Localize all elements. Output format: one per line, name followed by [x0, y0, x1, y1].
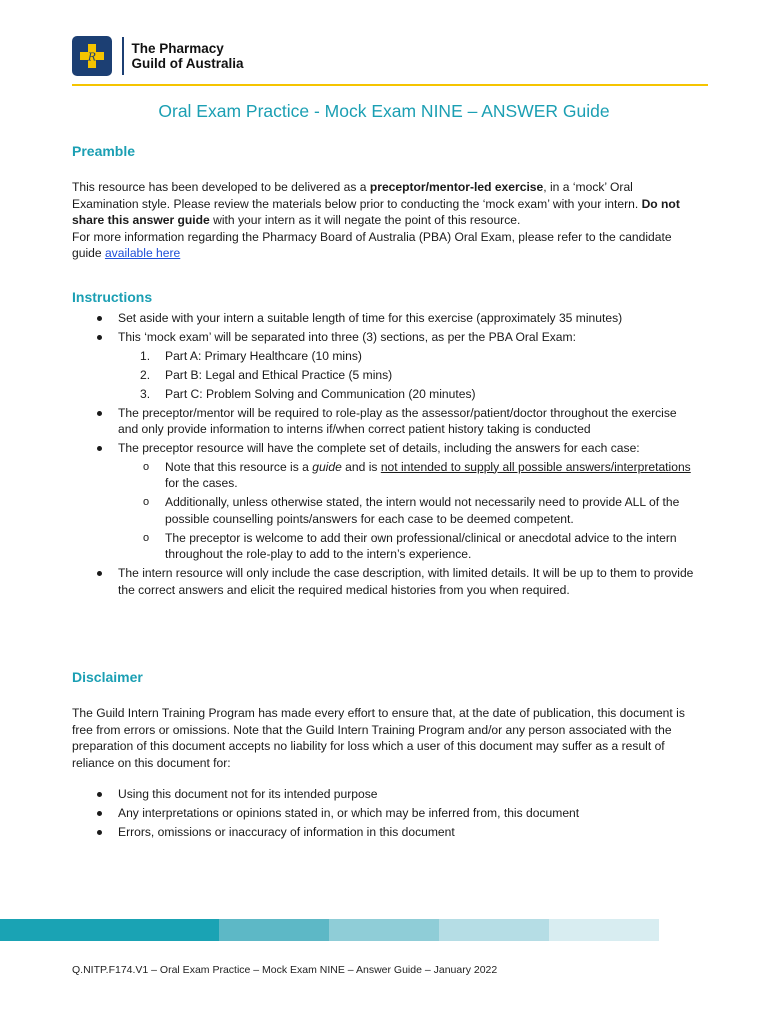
list-item: The preceptor/mentor will be required to role-play as the assessor/patient/doctor throughout the exercise and only provide information to interns if/when correct patient history taking is conducted	[72, 405, 696, 438]
preceptor-notes-list	[118, 459, 696, 563]
logo-divider	[122, 37, 124, 75]
preamble-heading: Preamble	[72, 143, 136, 159]
logo-text	[132, 41, 244, 71]
disclaimer-paragraph: The Guild Intern Training Program has made every effort to ensure that, at the date of publication, this document is free from errors or omissions. Note that the Guild Intern Training Program and/or any person associated with the preparation of this document accepts no liability for loss which a user of this document may suffer as a result of reliance on this document for:	[72, 706, 685, 770]
disclaimer-heading: Disclaimer	[72, 669, 143, 685]
instructions-list	[72, 310, 696, 598]
list-item: The intern resource will only include the case description, with limited details. It will be up to them to provide the correct answers and elicit the required medical histories from you when required.	[72, 565, 696, 598]
preamble-paragraph-1: This resource has been developed to be delivered as a preceptor/mentor-led exercise, in a ‘mock’ Oral Examination style. Please review the materials below prior to conducting the ‘mock exam’ with your intern. Do not share this answer guide with your intern as it will negate the point of this resource.	[72, 180, 680, 227]
page-title: Oral Exam Practice - Mock Exam NINE – ANSWER Guide	[158, 101, 610, 121]
part-item: 2. Part B: Legal and Ethical Practice (5 mins)	[140, 367, 393, 382]
list-item: Errors, omissions or inaccuracy of information in this document	[72, 824, 696, 841]
footer-band-5	[549, 919, 659, 941]
disclaimer-body	[72, 705, 696, 771]
list-item: Any interpretations or opinions stated in, or which may be inferred from, this document	[72, 805, 696, 822]
document-footer: Q.NITP.F174.V1 – Oral Exam Practice – Mock Exam NINE – Answer Guide – January 2022	[72, 964, 498, 976]
footer-band-1	[0, 919, 219, 941]
list-item: The preceptor resource will have the complete set of details, including the answers for each case: o Note that this resource is a guide and is not intended to supply all possible answers/interpretations for the cases. o Additionally, unless otherwise stated, the intern would not necessarily need to provide ALL of the possible counselling points/answers for each case to be deemed competent. o The preceptor is welcome to add their own professional/clinical or anecdotal advice to the intern throughout the role-play to add to the intern’s experience.	[72, 440, 696, 563]
preceptor-led-emphasis: preceptor/mentor-led exercise	[369, 180, 544, 194]
pharmacy-cross-icon	[79, 43, 105, 69]
guild-logo	[72, 34, 244, 78]
logo-mark: R	[87, 50, 97, 64]
logo-line-1: The Pharmacy	[131, 41, 224, 56]
footer-band-4	[439, 919, 549, 941]
instructions-heading: Instructions	[72, 289, 153, 305]
logo-line-2: Guild of Australia	[131, 56, 244, 71]
disclaimer-list	[72, 786, 696, 841]
header-rule	[72, 84, 708, 86]
candidate-guide-link[interactable]: available here	[104, 246, 181, 260]
list-item: This ‘mock exam’ will be separated into three (3) sections, as per the PBA Oral Exam: 1. Part A: Primary Healthcare (10 mins) 2. Part B: Legal and Ethical Practice (5 mins) 3. Part C: Problem Solving and Communication (20 minutes)	[72, 329, 696, 402]
part-item: 1. Part A: Primary Healthcare (10 mins)	[140, 348, 362, 363]
preamble-body	[72, 179, 696, 262]
footer-band-2	[219, 919, 329, 941]
exam-parts-list	[118, 348, 696, 403]
part-item: 3. Part C: Problem Solving and Communication (20 minutes)	[140, 386, 476, 401]
sub-item: o Note that this resource is a guide and is not intended to supply all possible answers/interpretations for the cases.	[118, 459, 696, 492]
instructions-body	[72, 310, 696, 601]
sub-item: o The preceptor is welcome to add their own professional/clinical or anecdotal advice to the intern throughout the role-play to add to the intern’s experience.	[118, 530, 696, 563]
sub-item: o Additionally, unless otherwise stated, the intern would not necessarily need to provide ALL of the possible counselling points/answers for each case to be deemed competent.	[118, 494, 696, 527]
list-item: Set aside with your intern a suitable length of time for this exercise (approximately 35 minutes)	[72, 310, 696, 327]
footer-band-3	[329, 919, 439, 941]
disclaimer-list-wrap	[72, 786, 696, 843]
preamble-paragraph-2: For more information regarding the Pharmacy Board of Australia (PBA) Oral Exam, please refer to the candidate guide available here	[72, 229, 672, 260]
logo-badge	[72, 36, 112, 76]
do-not-share-emphasis: Do not share this answer guide	[72, 196, 680, 227]
list-item: Using this document not for its intended purpose	[72, 786, 696, 803]
